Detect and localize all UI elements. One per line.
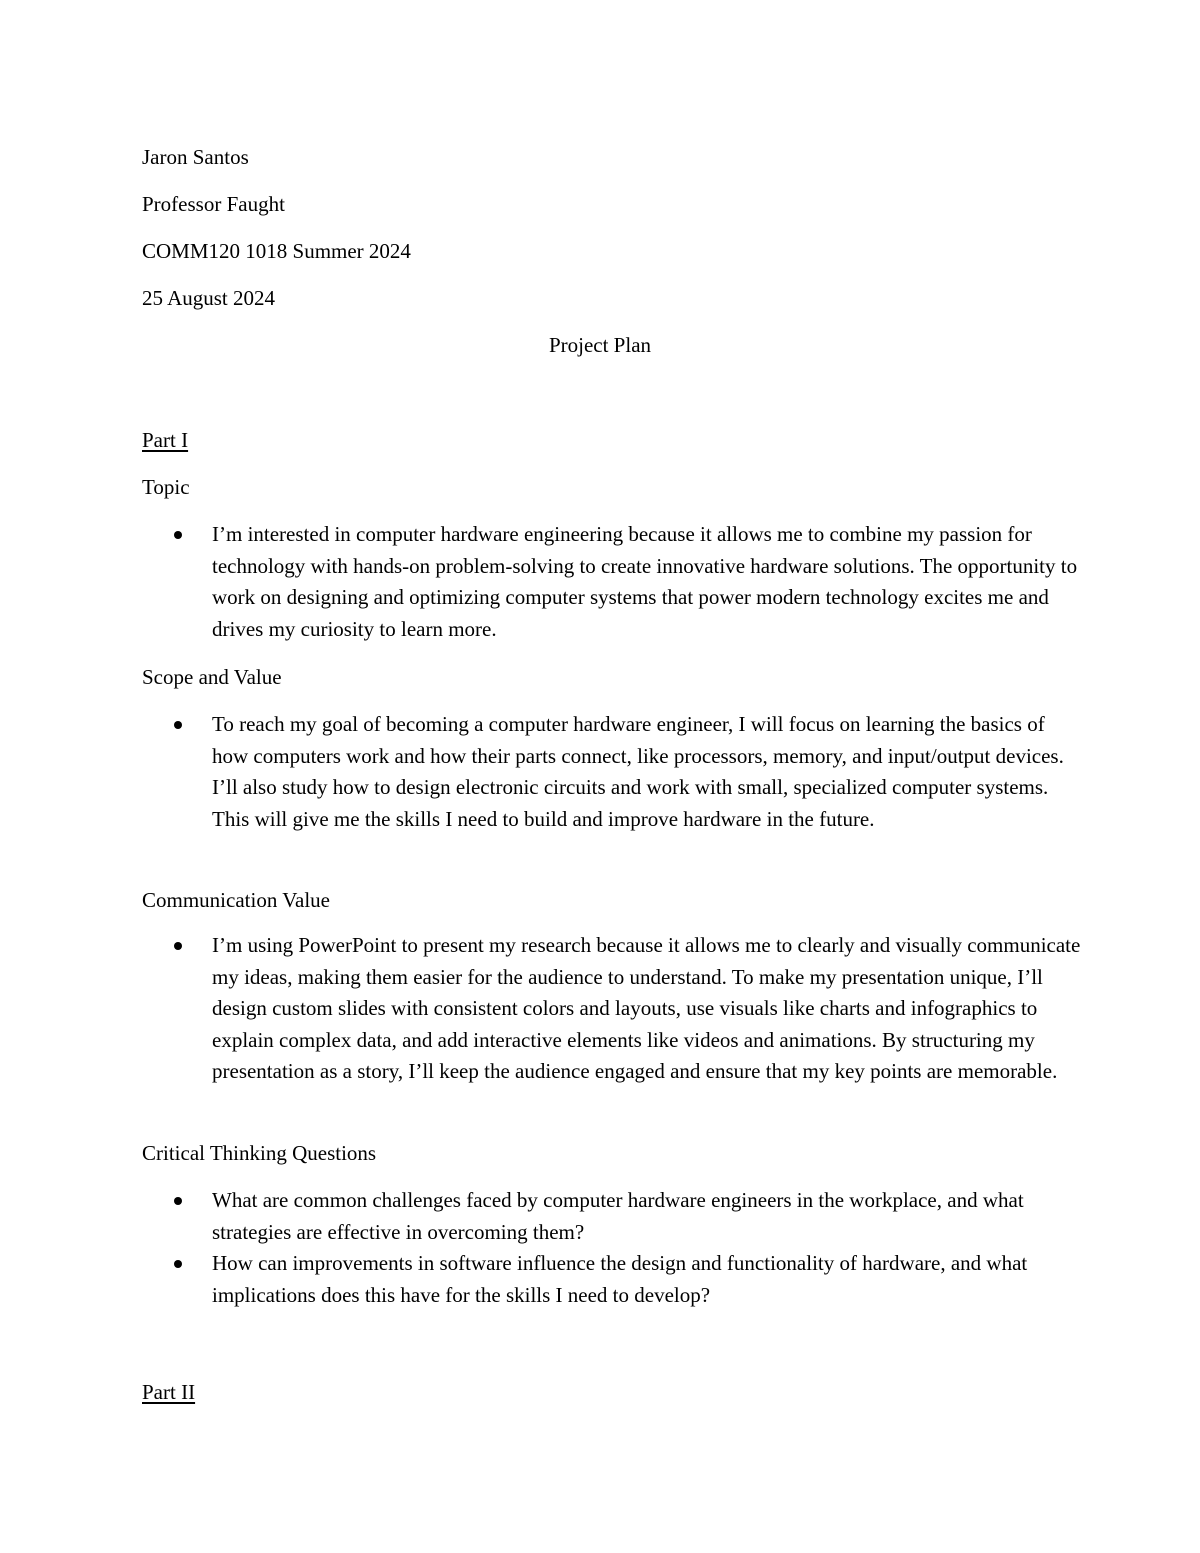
section-heading-scope: Scope and Value <box>142 665 282 689</box>
document-date: 25 August 2024 <box>142 286 276 310</box>
list-item <box>142 1185 1082 1248</box>
bullet-text: To reach my goal of becoming a computer hardware engineer, I will focus on learning the basics of how computers work and how their parts connect, like processors, memory, and input/output devices. I’ll also study how to design electronic circuits and work with small, specialized computer systems. This will give me the skills I need to build and improve hardware in the future. <box>212 712 1064 831</box>
list-item <box>142 930 1082 1088</box>
list-item <box>142 1248 1082 1311</box>
professor-name: Professor Faught <box>142 192 285 216</box>
section-heading-critical-thinking: Critical Thinking Questions <box>142 1141 377 1165</box>
section-heading-communication: Communication Value <box>142 888 331 912</box>
bullet-list-scope <box>142 709 1082 835</box>
bullet-icon <box>174 942 182 950</box>
bullet-icon <box>174 721 182 729</box>
bullet-list-communication <box>142 930 1082 1088</box>
part-1-heading: Part I <box>142 428 189 452</box>
bullet-icon <box>174 1260 182 1268</box>
bullet-list-critical-thinking <box>142 1185 1082 1311</box>
bullet-text: I’m interested in computer hardware engineering because it allows me to combine my passion for technology with hands-on problem-solving to create innovative hardware solutions. The opportunity to work on designing and optimizing computer systems that power modern technology excites me and drives my curiosity to learn more. <box>212 522 1078 641</box>
list-item <box>142 709 1082 835</box>
document-title: Project Plan <box>548 333 652 357</box>
list-item <box>142 519 1082 645</box>
bullet-text: I’m using PowerPoint to present my research because it allows me to clearly and visually communicate my ideas, making them easier for the audience to understand. To make my presentation unique, I’ll design custom slides with consistent colors and layouts, use visuals like charts and infographics to explain complex data, and add interactive elements like videos and animations. By structuring my presentation as a story, I’ll keep the audience engaged and ensure that my key points are memorable. <box>212 933 1081 1083</box>
bullet-icon <box>174 531 182 539</box>
bullet-list-topic <box>142 519 1082 645</box>
course-info: COMM120 1018 Summer 2024 <box>142 239 411 263</box>
section-heading-topic: Topic <box>142 475 190 499</box>
bullet-text: What are common challenges faced by computer hardware engineers in the workplace, and what strategies are effective in overcoming them? <box>212 1188 1024 1244</box>
bullet-icon <box>174 1197 182 1205</box>
bullet-text: How can improvements in software influence the design and functionality of hardware, and what implications does this have for the skills I need to develop? <box>212 1251 1028 1307</box>
author-name: Jaron Santos <box>142 145 249 169</box>
part-2-heading: Part II <box>142 1380 196 1404</box>
